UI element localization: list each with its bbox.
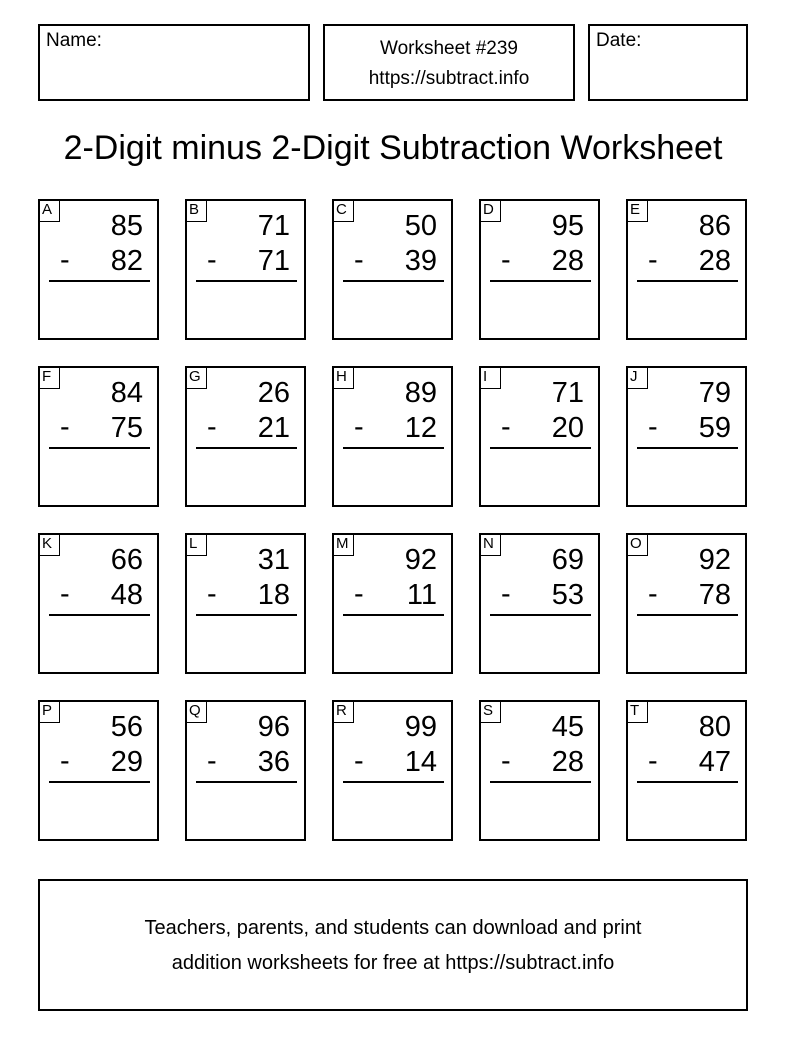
answer-line [343,614,444,616]
problem-operator: - [354,745,364,777]
answer-line [637,447,738,449]
problem-label: I [479,366,501,389]
name-box [38,24,310,101]
problem-box [479,366,600,507]
problem-subtrahend: 28 [698,245,731,277]
problem-box [332,366,453,507]
problem-minuend: 26 [257,377,290,409]
problem-label: S [479,700,501,723]
answer-line [49,447,150,449]
problem-label: P [38,700,60,723]
problem-subtrahend: 28 [551,245,584,277]
problem-box [479,199,600,340]
problem-operator: - [207,578,217,610]
worksheet-info-box [323,24,575,101]
problem-box [626,199,747,340]
problem-label: T [626,700,648,723]
problem-operator: - [354,578,364,610]
problem-minuend: 71 [551,377,584,409]
problem-operator: - [60,244,70,276]
problem-box [332,199,453,340]
answer-line [637,781,738,783]
problem-label: C [332,199,354,222]
answer-line [343,447,444,449]
footer-line-2: addition worksheets for free at https://subtract.info [171,952,615,974]
problem-subtrahend: 75 [110,412,143,444]
problem-label: D [479,199,501,222]
problem-box [38,199,159,340]
problem-operator: - [354,244,364,276]
problem-box [185,366,306,507]
problem-operator: - [501,244,511,276]
problem-box [332,533,453,674]
answer-line [343,781,444,783]
problem-subtrahend: 82 [110,245,143,277]
problem-label: E [626,199,648,222]
problem-box [626,533,747,674]
problem-minuend: 56 [110,711,143,743]
problem-box [38,700,159,841]
answer-line [490,280,591,282]
problem-subtrahend: 48 [110,579,143,611]
problem-operator: - [648,244,658,276]
problem-minuend: 66 [110,544,143,576]
problem-minuend: 95 [551,210,584,242]
problem-operator: - [60,578,70,610]
problem-operator: - [207,745,217,777]
problem-box [185,700,306,841]
worksheet-url: https://subtract.info [368,68,530,89]
problem-subtrahend: 59 [698,412,731,444]
problem-subtrahend: 14 [404,746,437,778]
problem-subtrahend: 20 [551,412,584,444]
answer-line [490,447,591,449]
problem-label: Q [185,700,207,723]
problem-minuend: 92 [698,544,731,576]
problem-box [479,700,600,841]
problem-minuend: 50 [404,210,437,242]
answer-line [49,614,150,616]
date-label: Date: [596,30,642,51]
problem-minuend: 99 [404,711,437,743]
problem-label: A [38,199,60,222]
answer-line [637,614,738,616]
problem-operator: - [501,411,511,443]
problem-box [38,366,159,507]
problem-box [479,533,600,674]
answer-line [637,280,738,282]
problem-label: K [38,533,60,556]
problem-operator: - [207,244,217,276]
problem-subtrahend: 12 [404,412,437,444]
problem-box [332,700,453,841]
problem-minuend: 45 [551,711,584,743]
problem-box [38,533,159,674]
answer-line [196,614,297,616]
problem-subtrahend: 36 [257,746,290,778]
problem-subtrahend: 28 [551,746,584,778]
footer-line-1: Teachers, parents, and students can download and print [144,917,642,939]
problem-subtrahend: 21 [257,412,290,444]
problem-subtrahend: 71 [257,245,290,277]
answer-line [490,781,591,783]
problem-subtrahend: 39 [404,245,437,277]
page-title: 2-Digit minus 2-Digit Subtraction Worksheet [63,129,723,167]
problem-label: J [626,366,648,389]
problem-minuend: 80 [698,711,731,743]
answer-line [49,781,150,783]
problem-minuend: 89 [404,377,437,409]
footer-box [38,879,748,1011]
problem-operator: - [60,745,70,777]
problem-minuend: 84 [110,377,143,409]
answer-line [490,614,591,616]
answer-line [49,280,150,282]
problem-minuend: 86 [698,210,731,242]
problem-label: G [185,366,207,389]
worksheet-number: Worksheet #239 [379,38,518,59]
problem-minuend: 79 [698,377,731,409]
problem-label: F [38,366,60,389]
problem-subtrahend: 11 [406,579,437,611]
problem-subtrahend: 18 [257,579,290,611]
problem-operator: - [648,578,658,610]
problem-operator: - [648,411,658,443]
problem-label: O [626,533,648,556]
problem-operator: - [648,745,658,777]
problem-label: B [185,199,207,222]
problem-minuend: 96 [257,711,290,743]
problem-operator: - [501,745,511,777]
problem-minuend: 69 [551,544,584,576]
problem-label: L [185,533,207,556]
problem-operator: - [501,578,511,610]
problem-box [626,366,747,507]
problem-label: H [332,366,354,389]
problem-box [185,533,306,674]
problem-subtrahend: 29 [110,746,143,778]
problem-operator: - [207,411,217,443]
problem-minuend: 71 [257,210,290,242]
answer-line [343,280,444,282]
answer-line [196,447,297,449]
problem-subtrahend: 53 [551,579,584,611]
problem-minuend: 92 [404,544,437,576]
problem-minuend: 31 [257,544,290,576]
problem-operator: - [60,411,70,443]
problem-label: M [332,533,354,556]
problem-label: R [332,700,354,723]
answer-line [196,280,297,282]
problem-box [626,700,747,841]
date-box [588,24,748,101]
problem-label: N [479,533,501,556]
name-label: Name: [46,30,102,51]
problem-box [185,199,306,340]
problem-minuend: 85 [110,210,143,242]
answer-line [196,781,297,783]
problem-operator: - [354,411,364,443]
problem-subtrahend: 78 [698,579,731,611]
problem-subtrahend: 47 [698,746,731,778]
